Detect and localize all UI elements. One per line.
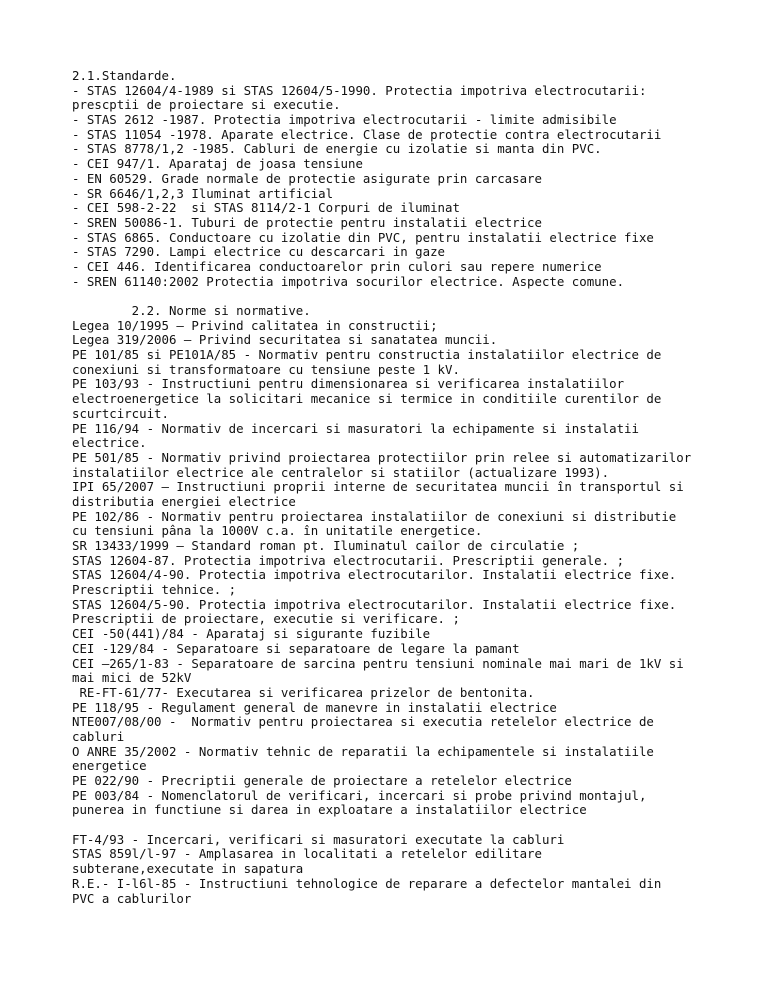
text-line: - CEI 598-2-22 si STAS 8114/2-1 Corpuri de iluminat [72,200,460,216]
standards-section [72,69,712,289]
text-line: PVC a cablurilor [72,890,192,906]
blank-line [72,289,712,304]
text-line: electroenergetice la solicitari mecanice si termice in conditiile curentilor de [72,391,662,407]
text-line: STAS 859l/l-97 - Amplasarea in localitati a retelelor edilitare [72,846,542,862]
text-line: - SREN 61140:2002 Protectia impotriva socurilor electrice. Aspecte comune. [72,273,625,289]
text-line: cu tensiuni pâna la 1000V c.a. în unitatile energetice. [72,523,483,539]
text-line: FT-4/93 - Incercari, verificari si masuratori executate la cabluri [72,831,565,847]
text-line: O ANRE 35/2002 - Normativ tehnic de reparatii la echipamentele si instalatiile [72,743,654,759]
text-line: - STAS 7290. Lampi electrice cu descarcari in gaze [72,244,445,260]
text-line: NTE007/08/00 - Normativ pentru proiectarea si executia retelelor electrice de [72,714,654,730]
text-line: prescptii de proiectare si executie. [72,97,341,113]
text-line: - EN 60529. Grade normale de protectie asigurate prin carcasare [72,170,542,186]
text-line: CEI -50(441)/84 - Aparataj si sigurante fuzibile [72,626,431,642]
text-line: PE 101/85 si PE101A/85 - Normativ pentru constructia instalatiilor electrice de [72,347,662,363]
text-line: energetice [72,758,147,774]
text-line: distributia energiei electrice [72,493,296,509]
extra-section [72,833,712,906]
text-line: Legea 10/1995 – Privind calitatea in constructii; [72,317,438,333]
text-line: STAS 12604-87. Protectia impotriva electrocutarii. Prescriptii generale. ; [72,552,625,568]
text-line: SR 13433/1999 – Standard roman pt. Iluminatul cailor de circulatie ; [72,538,580,553]
norms-section [72,304,712,818]
text-line: CEI –265/1-83 - Separatoare de sarcina pentru tensiuni nominale mai mari de 1kV si [72,655,684,671]
text-line: STAS 12604/4-90. Protectia impotriva electrocutarilor. Instalatii electrice fixe. [72,567,677,583]
text-line: STAS 12604/5-90. Protectia impotriva electrocutarilor. Instalatii electrice fixe. [72,596,677,612]
text-line: PE 102/86 - Normativ pentru proiectarea instalatiilor de conexiuni si distributie [72,508,677,524]
text-line: PE 116/94 - Normativ de incercari si masuratori la echipamente si instalatii [72,420,639,436]
text-line: - SR 6646/1,2,3 Iluminat artificial [72,185,334,201]
text-line: conexiuni si transformatoare cu tensiune peste 1 kV. [72,361,460,377]
text-line: PE 022/90 - Precriptii generale de proiectare a retelelor electrice [72,773,572,788]
text-line: - SREN 50086-1. Tuburi de protectie pentru instalatii electrice [72,214,542,230]
text-line: PE 103/93 - Instructiuni pentru dimensionarea si verificarea instalatiilor [72,376,625,392]
text-line: subterane,executate in sapatura [72,861,304,877]
text-line: Prescriptii de proiectare, executie si verificare. ; [72,611,460,627]
text-line: - STAS 11054 -1978. Aparate electrice. Clase de protectie contra electrocutarii [72,126,662,142]
blank-line [72,818,712,833]
text-line: punerea in functiune si darea in exploatare a instalatiilor electrice [72,802,587,818]
text-line: Legea 319/2006 – Privind securitatea si sanatatea muncii. [72,332,498,348]
text-line: PE 501/85 - Normativ privind proiectarea protectiilor prin relee si automatizarilor [72,449,692,465]
text-line: - STAS 6865. Conductoare cu izolatie din PVC, pentru instalatii electrice fixe [72,229,654,245]
text-line: RE-FT-61/77- Executarea si verificarea prizelor de bentonita. [72,684,535,700]
text-line: IPI 65/2007 – Instructiuni proprii interne de securitatea muncii în transportul si [72,479,684,495]
text-line: electrice. [72,435,147,451]
text-line: - STAS 8778/1,2 -1985. Cabluri de energie cu izolatie si manta din PVC. [72,141,602,157]
text-line: - CEI 446. Identificarea conductoarelor prin culori sau repere numerice [72,258,602,274]
text-line: PE 118/95 - Regulament general de manevre in instalatii electrice [72,699,557,715]
text-line: PE 003/84 - Nomenclatorul de verificari, incercari si probe privind montajul, [72,787,647,803]
text-line: - STAS 12604/4-1989 si STAS 12604/5-1990. Protectia impotriva electrocutarii: [72,82,647,98]
text-line: cabluri [72,728,125,744]
section-heading: 2.1.Standarde. [72,68,177,83]
text-line: scurtcircuit. [72,405,169,421]
text-line: CEI -129/84 - Separatoare si separatoare de legare la pamant [72,640,520,656]
text-line: mai mici de 52kV [72,670,192,686]
text-line: - STAS 2612 -1987. Protectia impotriva electrocutarii - limite admisibile [72,112,617,128]
text-line: Prescriptii tehnice. ; [72,582,237,598]
text-line: R.E.- I-l6l-85 - Instructiuni tehnologice de reparare a defectelor mantalei din [72,875,662,891]
text-line: instalatiilor electrice ale centralelor si statiilor (actualizare 1993). [72,464,610,480]
text-line: - CEI 947/1. Aparataj de joasa tensiune [72,156,363,172]
document-page [72,69,712,906]
section-heading: 2.2. Norme si normative. [72,303,311,318]
